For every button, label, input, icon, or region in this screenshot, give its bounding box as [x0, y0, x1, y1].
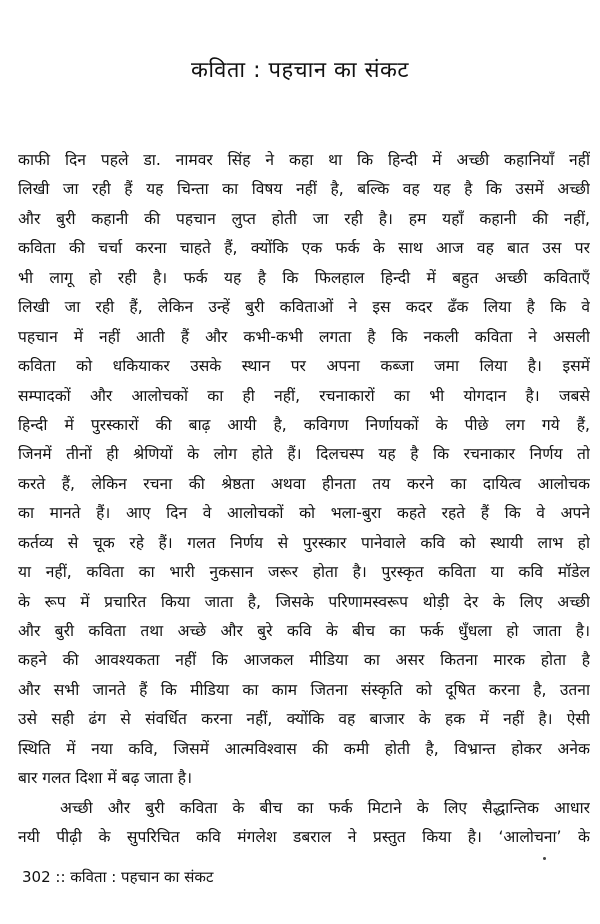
- page-footer: 302 :: कविता : पहचान का संकट: [22, 868, 214, 886]
- text-line: नयी पीढ़ी के सुपरिचित कवि मंगलेश डबराल ने प्रस्तुत किया है। ‘आलोचना’ के: [18, 828, 590, 847]
- text-line: स्थिति में नया कवि, जिसमें आत्मविश्वास की कमी होती है, विभ्रान्त होकर अनेक: [18, 739, 590, 758]
- print-speck: [543, 857, 546, 860]
- text-line: कहने की आवश्यकता नहीं कि आजकल मीडिया का असर कितना मारक होता है: [18, 651, 590, 670]
- text-line: कर्तव्य से चूक रहे हैं। गलत निर्णय से पुरस्कार पानेवाले कवि को स्थायी लाभ हो: [18, 533, 590, 552]
- text-line: पहचान में नहीं आती हैं और कभी-कभी लगता है कि नकली कविता ने असली: [18, 327, 590, 346]
- text-line: के रूप में प्रचारित किया जाता है, जिसके परिणामस्वरूप थोड़ी देर के लिए अच्छी: [18, 592, 590, 611]
- chapter-title: कविता : पहचान का संकट: [191, 58, 409, 83]
- text-line: कविता की चर्चा करना चाहते हैं, क्योंकि एक फर्क के साथ आज वह बात उस पर: [18, 239, 590, 258]
- text-line: या नहीं, कविता का भारी नुकसान जरूर होता है। पुरस्कृत कविता या कवि मॉडेल: [18, 563, 590, 582]
- text-line: लिखी जा रही हैं यह चिन्ता का विषय नहीं है, बल्कि वह यह है कि उसमें अच्छी: [18, 180, 590, 199]
- text-line: और सभी जानते हैं कि मीडिया का काम जितना संस्कृति को दूषित करना है, उतना: [18, 680, 590, 699]
- text-line: काफी दिन पहले डा. नामवर सिंह ने कहा था कि हिन्दी में अच्छी कहानियाँ नहीं: [18, 151, 590, 169]
- text-line: अच्छी और बुरी कविता के बीच का फर्क मिटाने के लिए सैद्धान्तिक आधार: [60, 798, 590, 817]
- text-line: कविता को धकियाकर उसके स्थान पर अपना कब्जा जमा लिया है। इसमें: [18, 357, 590, 376]
- text-line: का मानते हैं। आए दिन वे आलोचकों को भला-बुरा कहते रहते हैं कि वे अपने: [18, 504, 590, 523]
- text-line: जिनमें तीनों ही श्रेणियों के लोग होते हैं। दिलचस्प यह है कि रचनाकार निर्णय तो: [18, 445, 590, 464]
- text-line: और बुरी कहानी की पहचान लुप्त होती जा रही है। हम यहाँ कहानी की नहीं,: [18, 209, 590, 228]
- text-line: करते हैं, लेकिन रचना की श्रेष्ठता अथवा हीनता तय करने का दायित्व आलोचक: [18, 474, 590, 493]
- text-line: और बुरी कविता तथा अच्छे और बुरे कवि के बीच का फर्क धुँधला हो जाता है।: [18, 622, 590, 640]
- body-text: [18, 146, 590, 853]
- text-line: उसे सही ढंग से संवर्धित करना नहीं, क्योंकि वह बाजार के हक में नहीं है। ऐसी: [18, 710, 590, 729]
- text-line: लिखी जा रही हैं, लेकिन उन्हें बुरी कविताओं ने इस कदर ढँक लिया है कि वे: [18, 298, 590, 317]
- text-line: हिन्दी में पुरस्कारों की बाढ़ आयी है, कविगण निर्णायकों के पीछे लग गये हैं,: [18, 415, 590, 434]
- text-line: भी लागू हो रही है। फर्क यह है कि फिलहाल हिन्दी में बहुत अच्छी कविताएँ: [18, 268, 590, 287]
- text-line: बार गलत दिशा में बढ़ जाता है।: [18, 769, 192, 788]
- text-line: सम्पादकों और आलोचकों का ही नहीं, रचनाकारों का भी योगदान है। जबसे: [18, 386, 590, 405]
